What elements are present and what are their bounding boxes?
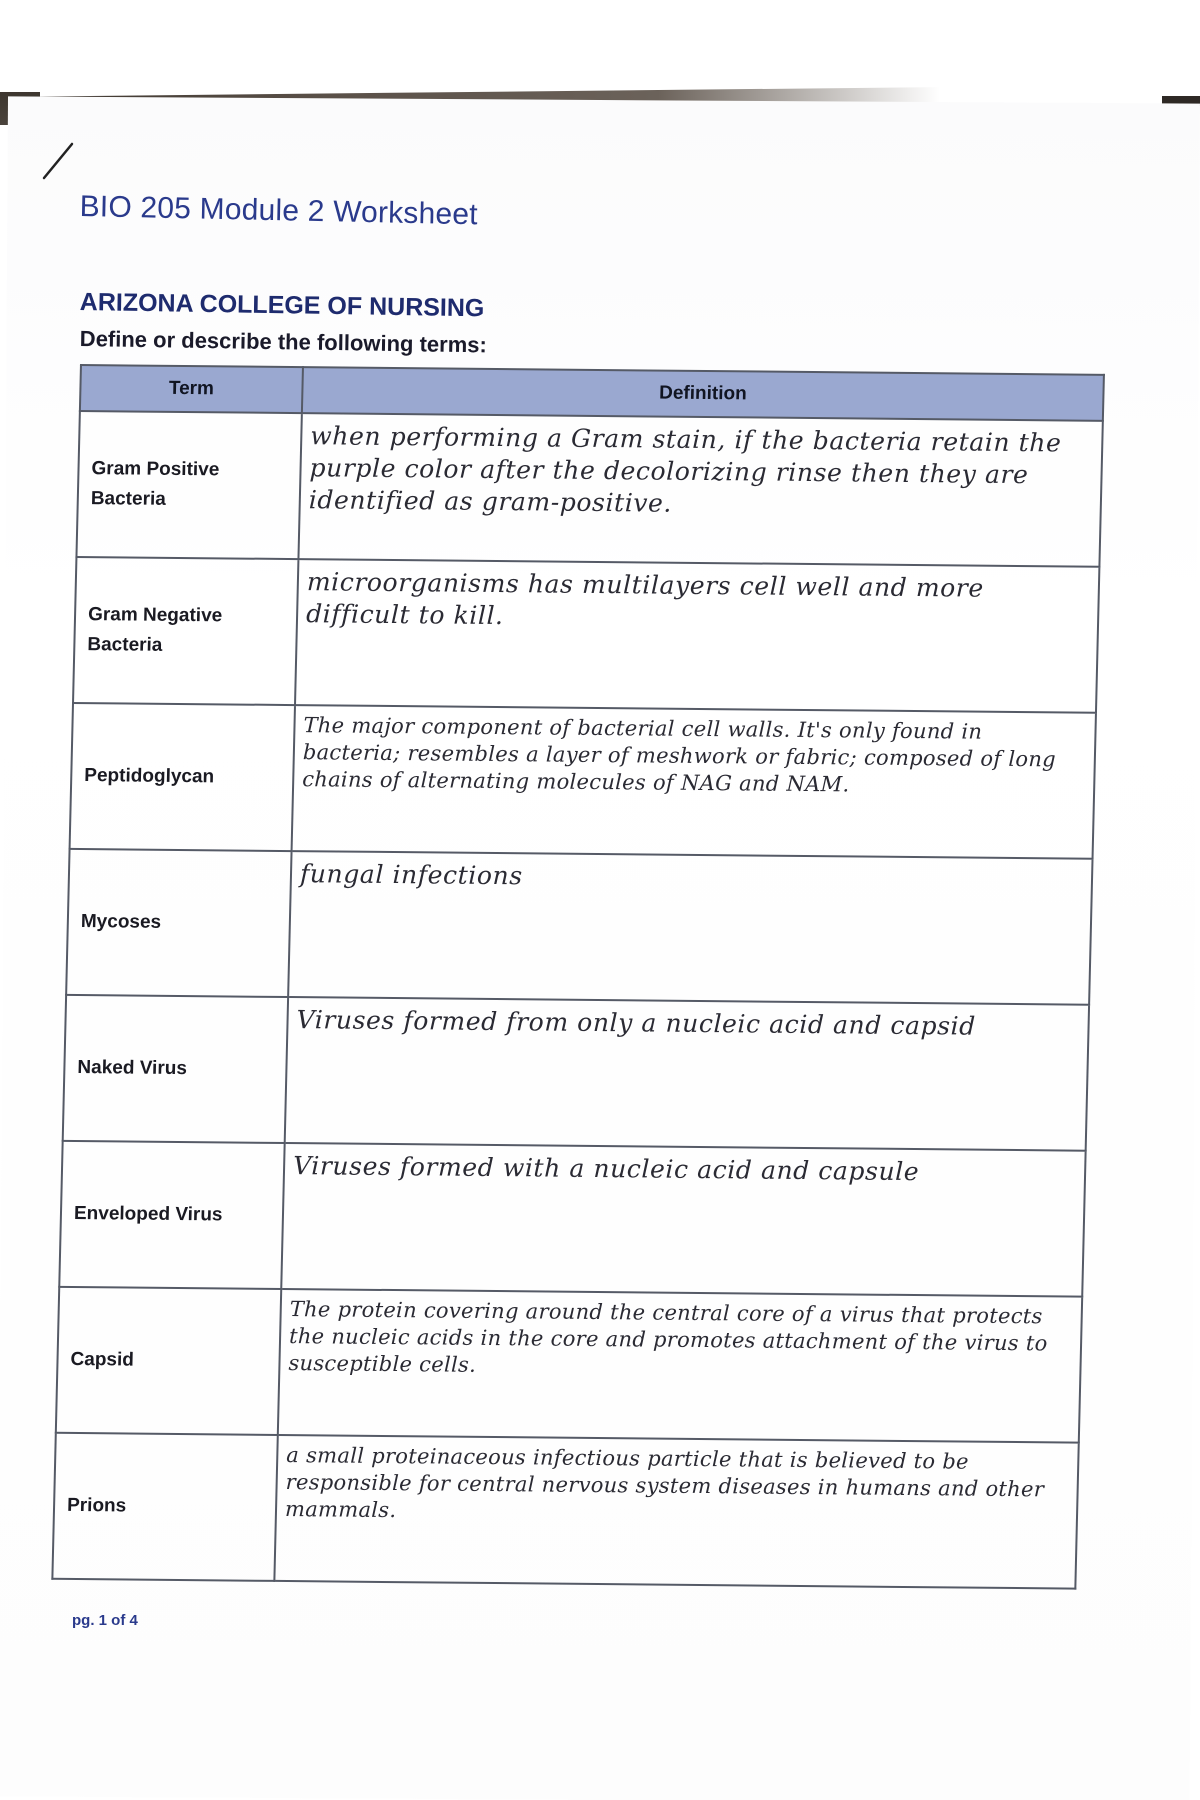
definition-gram-negative: microorganisms has multilayers cell well and more difficult to kill. (295, 559, 1099, 713)
page-number: pg. 1 of 4 (72, 1612, 138, 1629)
definition-column-header: Definition (302, 367, 1104, 421)
instruction-text: Define or describe the following terms: (79, 326, 488, 358)
term-capsid: Capsid (56, 1287, 281, 1435)
table-row (59, 1141, 1085, 1297)
term-naked-virus: Naked Virus (63, 995, 288, 1143)
definition-capsid: The protein covering around the central core of a virus that protects the nucleic acids in the core and promotes attachment of the virus to susceptible cells. (278, 1289, 1082, 1443)
term-peptidoglycan: Peptidoglycan (70, 703, 295, 851)
terms-table-container (51, 364, 1105, 1590)
term-mycoses: Mycoses (66, 849, 291, 997)
college-name: ARIZONA COLLEGE OF NURSING (79, 288, 485, 323)
term-gram-negative: Gram Negative Bacteria (73, 557, 298, 705)
pen-mark-icon (38, 138, 78, 184)
table-row (73, 557, 1099, 713)
terms-table (51, 364, 1105, 1590)
table-row (66, 849, 1092, 1005)
term-gram-positive: Gram Positive Bacteria (76, 411, 301, 559)
table-row (63, 995, 1089, 1151)
term-enveloped-virus: Enveloped Virus (59, 1141, 284, 1289)
definition-enveloped-virus: Viruses formed with a nucleic acid and capsule (281, 1143, 1085, 1297)
term-column-header: Term (80, 365, 303, 413)
definition-prions: a small proteinaceous infectious particle that is believed to be responsible for central nervous system diseases in humans and other mammals. (274, 1435, 1078, 1589)
term-prions: Prions (52, 1433, 277, 1581)
table-row (56, 1287, 1082, 1443)
table-row (70, 703, 1096, 859)
definition-mycoses: fungal infections (288, 851, 1092, 1005)
definition-naked-virus: Viruses formed from only a nucleic acid and capsid (285, 997, 1089, 1151)
table-row (76, 411, 1102, 567)
table-row (52, 1433, 1078, 1589)
definition-peptidoglycan: The major component of bacterial cell walls. It's only found in bacteria; resembles a layer of meshwork or fabric; composed of long chains of alternating molecules of NAG and NAM. (292, 705, 1096, 859)
worksheet-title: BIO 205 Module 2 Worksheet (79, 190, 479, 232)
definition-gram-positive: when performing a Gram stain, if the bacteria retain the purple color after the decolorizing rinse then they are identified as gram-positive. (298, 413, 1102, 567)
